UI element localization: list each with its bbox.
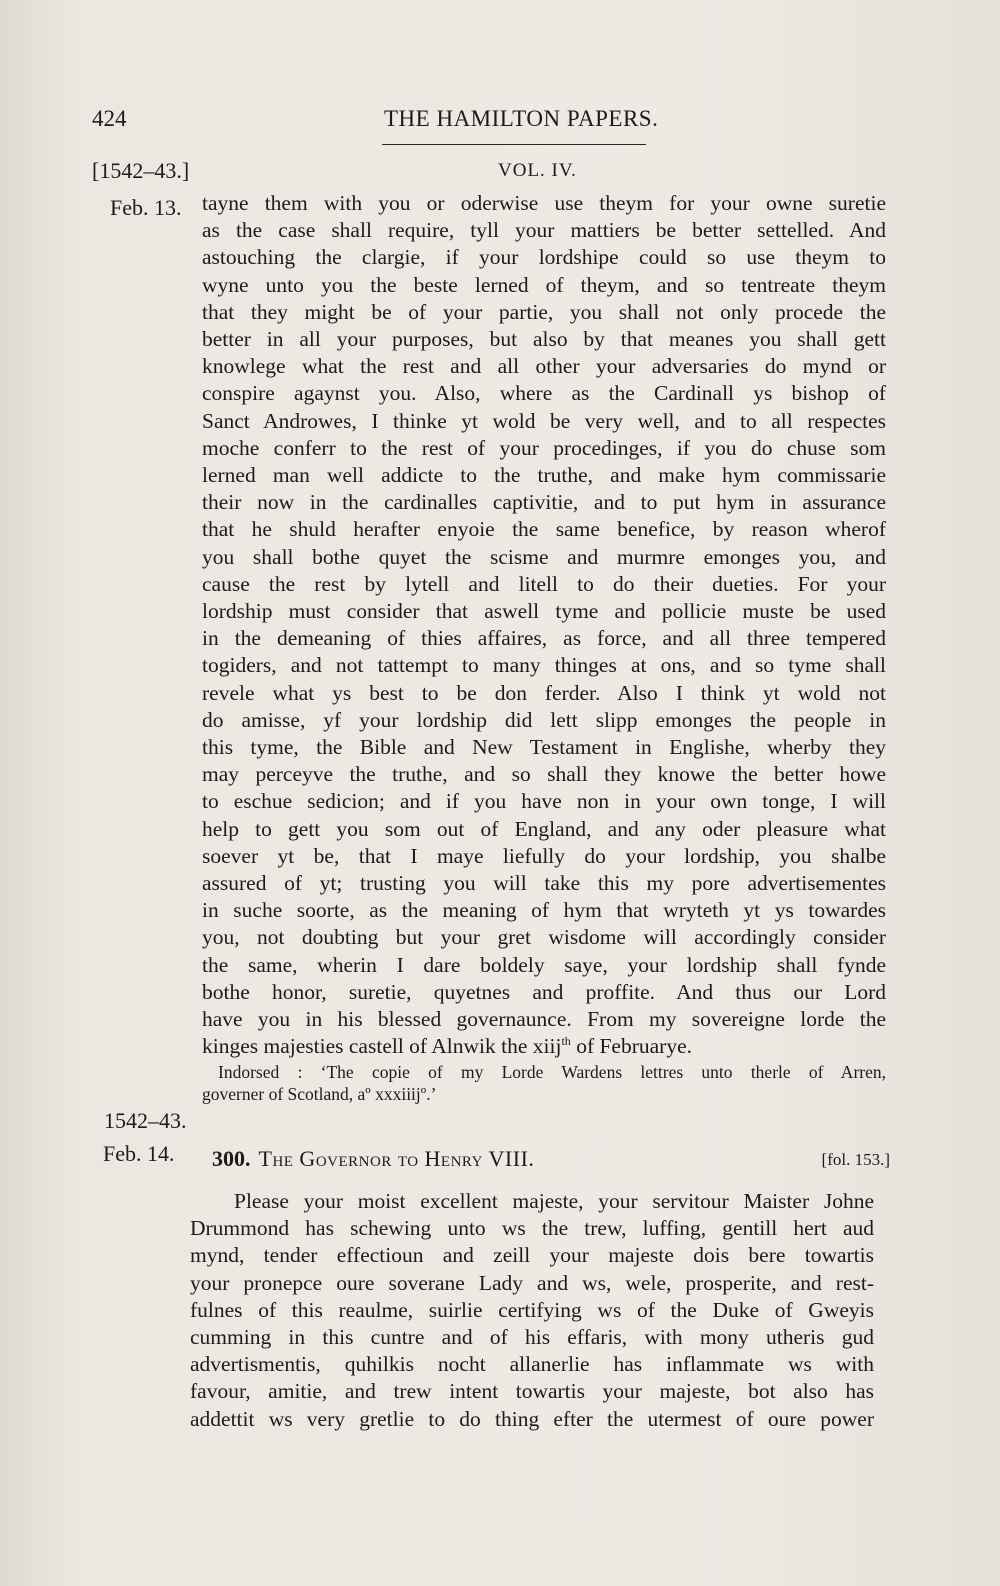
text-line: lerned man well addicte to the truthe, and make hym commissarie bbox=[202, 463, 886, 488]
text-line: have you in his blessed governaunce. From my sovereigne lorde the bbox=[202, 1007, 886, 1032]
header-rule bbox=[382, 144, 646, 145]
text-line: you shall bothe quyet the scisme and murmre emonges you, and bbox=[202, 544, 886, 569]
superscript-th: th bbox=[561, 1034, 571, 1049]
text-line: their now in the cardinalles captivitie, and to put hym in assurance bbox=[202, 490, 886, 515]
last-line-end: of Februarye. bbox=[570, 1034, 693, 1059]
last-line-text: kinges majesties castell of Alnwik the xiij bbox=[202, 1034, 562, 1059]
folio-reference: [fol. 153.] bbox=[821, 1150, 890, 1169]
text-line: soever yt be, that I maye liefully do your lordship, you shalbe bbox=[202, 843, 886, 868]
text-line: knowlege what the rest and all other your adversaries do mynd or bbox=[202, 354, 886, 379]
text-line: lordship must consider that aswell tyme and pollicie muste be used bbox=[202, 599, 886, 624]
text-line: Please your moist excellent majeste, your servitour Maister Johne bbox=[234, 1189, 874, 1213]
letter-2-body bbox=[190, 1188, 874, 1433]
text-line: in the demeaning of thies affaires, as force, and all three tempered bbox=[202, 626, 886, 651]
margin-date-feb-14: Feb. 14. bbox=[103, 1141, 175, 1166]
document-heading bbox=[212, 1146, 890, 1178]
text-line: astouching the clargie, if your lordshipe could so use theym to bbox=[202, 245, 886, 270]
text-line: better in all your purposes, but also by that meanes you shall gett bbox=[202, 327, 886, 352]
text-line: revele what ys best to be don ferder. Also I think yt wold not bbox=[202, 680, 886, 705]
text-line: togiders, and not tattempt to many thinges at ons, and so tyme shall bbox=[202, 653, 886, 678]
text-line: that they might be of your partie, you shall not only procede the bbox=[202, 299, 886, 324]
text-line: fulnes of this reaulme, suirlie certifying ws of the Duke of Gweyis bbox=[190, 1297, 874, 1322]
margin-date-feb-13: Feb. 13. bbox=[110, 195, 182, 220]
document-number: 300. bbox=[212, 1146, 251, 1171]
text-line: that he shuld herafter enyoie the same benefice, by reason wherof bbox=[202, 517, 886, 542]
text-line: you, not doubting but your gret wisdome will accordingly consider bbox=[202, 925, 886, 950]
page-header bbox=[92, 106, 892, 140]
text-line-last bbox=[202, 1033, 886, 1060]
text-line: assured of yt; trusting you will take this my pore advertisementes bbox=[202, 871, 886, 896]
text-line: moche conferr to the rest of your procedinges, if you do chuse som bbox=[202, 435, 886, 460]
text-line: bothe honor, suretie, quyetnes and proffite. And thus our Lord bbox=[202, 979, 886, 1004]
page-number: 424 bbox=[92, 106, 127, 131]
text-line: in suche soorte, as the meaning of hym that wryteth yt ys towardes bbox=[202, 898, 886, 923]
text-line: this tyme, the Bible and New Testament in Englishe, wherby they bbox=[202, 735, 886, 760]
text-line: cause the rest by lytell and litell to do their dueties. For your bbox=[202, 571, 886, 596]
endorsement-line: governer of Scotland, aº xxxiiijº.’ bbox=[202, 1084, 437, 1104]
text-line: to eschue sedicion; and if you have non in your own tonge, I will bbox=[202, 789, 886, 814]
text-line: do amisse, yf your lordship did lett slipp emonges the people in bbox=[202, 707, 886, 732]
text-line: advertismentis, quhilkis nocht allanerlie has inflammate ws with bbox=[190, 1352, 874, 1377]
running-title: THE HAMILTON PAPERS. bbox=[384, 106, 659, 131]
margin-year: 1542–43. bbox=[104, 1108, 187, 1133]
date-range: [1542–43.] bbox=[92, 158, 190, 183]
volume-label: VOL. IV. bbox=[498, 160, 577, 181]
text-line: may perceyve the truthe, and so shall they knowe the better howe bbox=[202, 762, 886, 787]
text-line: help to gett you som out of England, and any oder pleasure what bbox=[202, 816, 886, 841]
text-line: Sanct Androwes, I thinke yt wold be very well, and to all respectes bbox=[202, 408, 886, 433]
text-line: addettit ws very gretlie to do thing efter the utermest of oure power bbox=[190, 1406, 874, 1431]
text-line: favour, amitie, and trew intent towartis your majeste, bot also has bbox=[190, 1379, 874, 1404]
endorsement-note bbox=[202, 1061, 886, 1105]
text-line: your pronepce oure soverane Lady and ws, wele, prosperite, and rest- bbox=[190, 1270, 874, 1295]
text-line: as the case shall require, tyll your mattiers be better settelled. And bbox=[202, 218, 886, 243]
letter-1-body bbox=[202, 190, 886, 1061]
text-line: mynd, tender effectioun and zeill your majeste dois bere towartis bbox=[190, 1243, 874, 1268]
text-line: the same, wherin I dare boldely saye, your lordship shall fynde bbox=[202, 952, 886, 977]
text-line: conspire agaynst you. Also, where as the Cardinall ys bishop of bbox=[202, 381, 886, 406]
text-line: wyne unto you the beste lerned of theym, and so tentreate theym bbox=[202, 272, 886, 297]
text-line: cumming in this cuntre and of his effaris, with mony utheris gud bbox=[190, 1325, 874, 1350]
text-line: tayne them with you or oderwise use theym for your owne suretie bbox=[202, 191, 886, 215]
document-title: The Governor to Henry VIII. bbox=[258, 1146, 535, 1171]
endorsement-line: Indorsed : ‘The copie of my Lorde Wardens lettres unto therle of Arren, bbox=[218, 1062, 886, 1082]
text-line: Drummond has schewing unto ws the trew, luffing, gentill hert aud bbox=[190, 1216, 874, 1241]
